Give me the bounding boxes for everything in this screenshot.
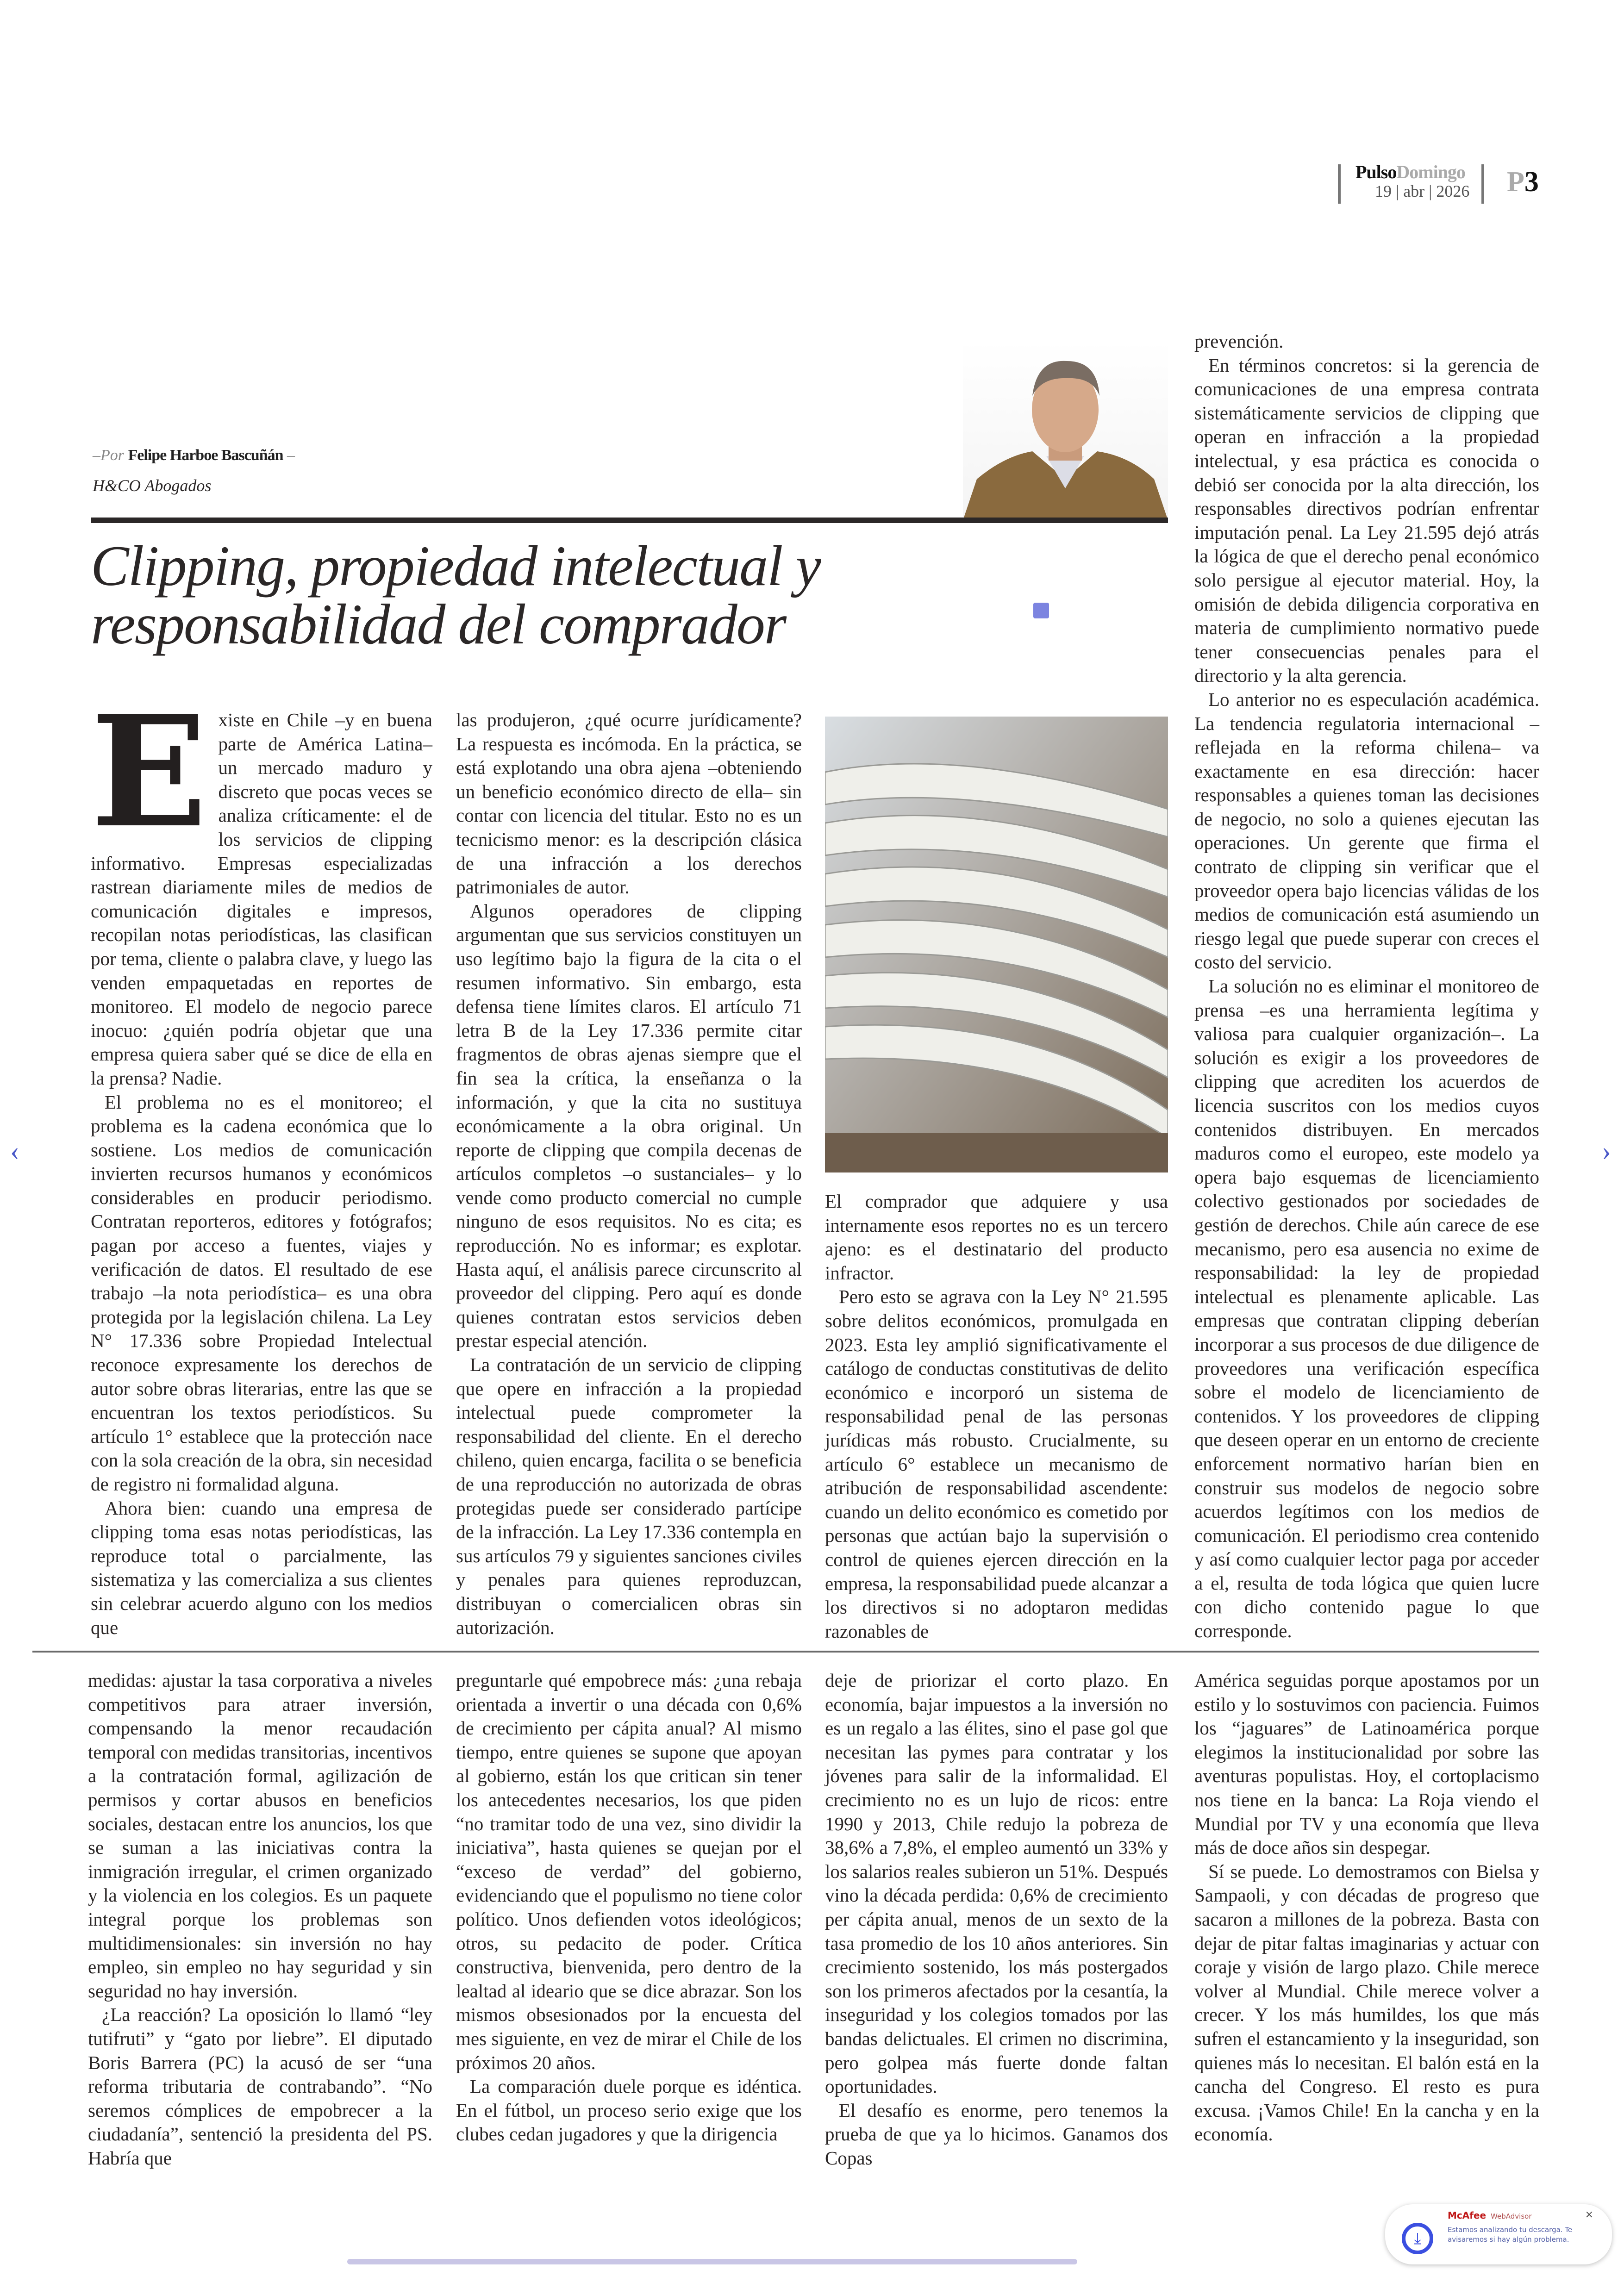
page-number bbox=[1507, 166, 1539, 199]
horizontal-scrollbar[interactable] bbox=[347, 2259, 1077, 2264]
paragraph: Lo anterior no es especulación académica. La tendencia regulatoria internacional –reflejada en la reforma chilena– va exactamente en esa dirección: hacer responsables a quienes toman las decisiones de negocio, no solo a quienes ejecutan las operaciones. Un gerente que firma el contrato de clipping sin verificar que el proveedor opera bajo licencias válidas de los medios de comunicación está asumiendo un riesgo legal que puede superar con creces el costo del servicio. bbox=[1194, 688, 1539, 973]
previous-page-button[interactable]: ‹ bbox=[10, 1135, 19, 1166]
author-name: Felipe Harboe Bascuñán bbox=[128, 447, 283, 464]
article-column-3 bbox=[825, 1190, 1168, 1643]
brand-pulso: Pulso bbox=[1355, 162, 1397, 182]
lower-column-1 bbox=[88, 1669, 432, 2170]
mcafee-notification bbox=[1385, 2204, 1612, 2264]
annotation-icon[interactable] bbox=[1033, 603, 1049, 618]
paragraph: ¿La reacción? La oposición lo llamó “ley tutifruti” y “gato por liebre”. El diputado Boris Barrera (PC) la acusó de ser “una reforma tributaria de contrabando”. “No seremos cómplices de empobrecer a la ciudadanía”, sentenció la presidenta del PS. Habría que bbox=[88, 2004, 432, 2169]
next-page-button[interactable]: › bbox=[1602, 1135, 1611, 1166]
newspapers-photo bbox=[825, 717, 1168, 1172]
paragraph: América seguidas porque apostamos por un estilo y lo sostuvimos con paciencia. Fuimos los “jaguares” de Latinoamérica porque elegimos la institucionalidad por sobre las aventuras populistas. Hoy, el cortoplacismo nos tiene en la banca: La Roja viendo el Mundial por TV y una economía que lleva más de doce años sin despegar. bbox=[1194, 1670, 1539, 1858]
mcafee-brand bbox=[1448, 2210, 1532, 2221]
article-column-4 bbox=[1194, 330, 1539, 1643]
paragraph: Sí se puede. Lo demostramos con Bielsa y Sampaoli, y con décadas de progreso que sacaron a millones de la pobreza. Basta con dejar de pitar faltas imaginarias y actuar con coraje y visión de largo plazo. Chile merece volver al Mundial. Chile merece volver a crecer. Y los más humildes, los que más sufren el estancamiento y la inseguridad, son quienes más lo necesitan. El balón está en la cancha del Congreso. El resto es pura excusa. ¡Vamos Chile! En la cancha y en la economía. bbox=[1194, 1860, 1539, 2145]
dropcap: E bbox=[91, 682, 207, 861]
paragraph: preguntarle qué empobrece más: ¿una rebaja orientada a invertir o una década con 0,6% de crecimiento per cápita anual? Al mismo tiempo, entre quienes se supone que apoyan al gobierno, están los que critican sin tener los antecedentes necesarios, los que piden “no tramitar todo de una vez, sino dividir la iniciativa”, hasta quienes se quejan por el “exceso de verdad” del gobierno, evidenciando que el populismo no tiene color político. Unos defienden votos ideológicos; otros, su pedacito de poder. Crítica constructiva, bienvenida, pero dentro de la lealtad al ideario que se dice abrazar. Son los mismos obsesionados por la encuesta del mes siguiente, en vez de mirar el Chile de los próximos 20 años. bbox=[456, 1670, 802, 2073]
paragraph-text: xiste en Chile –y en buena parte de América Latina– un mercado maduro y discreto que pocas veces se analiza críticamente: el de los servicios de clipping informativo. Empresas especializadas rastrean diariamente miles de medios de comunicación digitales e impresos, recopilan notas periodísticas, las clasifican por tema, cliente o palabra clave, y luego las venden empaquetadas en reportes de monitoreo. El modelo de negocio parece inocuo: ¿quién podría objetar que una empresa quiera saber qué se dice de ella en la prensa? Nadie. bbox=[91, 709, 432, 1089]
webadvisor-label: WebAdvisor bbox=[1491, 2212, 1532, 2220]
author-portrait bbox=[963, 340, 1168, 520]
lower-column-4 bbox=[1194, 1669, 1539, 2146]
paragraph: El problema no es el monitoreo; el problema es la cadena económica que lo sostiene. Los medios de comunicación invierten recursos humanos y económicos considerables en producir periodismo. Contratan reporteros, editores y fotógrafos; pagan por acceso a fuentes, viajes y verificación de datos. El resultado de ese trabajo –la nota periodística– es una obra protegida por la legislación chilena. La Ley N° 17.336 sobre Propiedad Intelectual reconoce expresamente los derechos de autor sobre obras literarias, entre las que se encuentran los textos periodísticos. Su artículo 1° establece que la protección nace con la sola creación de la obra, sin necesidad de registro ni formalidad alguna. bbox=[91, 1091, 432, 1495]
paragraph: La solución no es eliminar el monitoreo de prensa –es una herramienta legítima y valiosa para cualquier organización–. La solución es exigir a los proveedores de clipping que acrediten los acuerdos de licencia suscritos con los medios cuyos contenidos distribuyen. En mercados maduros como el europeo, este modelo ya opera bajo esquemas de licenciamiento colectivo gestionados por sociedades de gestión de derechos. Chile aún carece de ese mecanismo, pero esa ausencia no exime de responsabilidad: la ley de propiedad intelectual es plenamente aplicable. Las empresas que contratan clipping deberían incorporar a sus procesos de due diligence de proveedores una verificación específica sobre el modelo de licenciamiento de contenidos. Y los proveedores de clipping que deseen operar en un entorno de creciente enforcement normativo harían bien en construir sus modelos de negocio sobre acuerdos legítimos con los medios de comunicación. El periodismo crea contenido y así como cualquier lector paga por acceder a el, resulta de toda lógica que quien lucre con dicho contenido pague lo que corresponde. bbox=[1194, 975, 1539, 1642]
header-divider bbox=[1338, 164, 1341, 204]
mcafee-logo-text: McAfee bbox=[1448, 2210, 1487, 2221]
paragraph: Algunos operadores de clipping argumentan que sus servicios constituyen un uso legítimo bajo la figura de la cita o el resumen informativo. Sin embargo, esta defensa tiene límites claros. El artículo 71 letra B de la Ley 17.336 permite citar fragmentos de obras ajenas siempre que el fin sea la crítica, la enseñanza o la información, y que la cita no sustituya económicamente a la obra original. Un reporte de clipping que compila decenas de artículos completos –o sustanciales– y lo vende como producto comercial no cumple ninguno de esos requisitos. No es cita; es reproducción. No es informar; es explotar. Hasta aquí, el análisis parece circunscrito al proveedor del clipping. Pero aquí es donde quienes contratan estos servicios deben prestar especial atención. bbox=[456, 900, 802, 1352]
brand-domingo: Domingo bbox=[1396, 162, 1465, 182]
publication-brand bbox=[1355, 161, 1465, 183]
paragraph: las produjeron, ¿qué ocurre jurídicamente? La respuesta es incómoda. En la práctica, se está explotando una obra ajena –obteniendo un beneficio económico directo de ella– sin contar con licencia del titular. Esto no es un tecnicismo menor: es la descripción clásica de una infracción a los derechos patrimoniales de autor. bbox=[456, 709, 802, 898]
paragraph: En términos concretos: si la gerencia de comunicaciones de una empresa contrata sistemáticamente servicios de clipping que operan en infracción a la propiedad intelectual, y esa práctica es conocida o debió ser conocida por la alta dirección, los responsables directivos podrían enfrentar imputación penal. La Ley 21.595 dejó atrás la lógica de que el derecho penal económico solo persigue al ejecutor material. Hoy, la omisión de debida diligencia corporativa en materia de cumplimiento normativo puede tener consecuencias penales para el directorio y la alta gerencia. bbox=[1194, 354, 1539, 686]
article-column-1 bbox=[91, 682, 432, 1640]
paragraph: prevención. bbox=[1194, 331, 1284, 352]
paragraph: Ahora bien: cuando una empresa de clipping toma esas notas periodísticas, las reproduce total o parcialmente, las sistematiza y las comercializa a sus clientes sin celebrar acuerdo alguno con los medios que bbox=[91, 1497, 432, 1638]
lower-column-3 bbox=[825, 1669, 1168, 2170]
download-icon: ⤓ bbox=[1402, 2223, 1433, 2254]
byline bbox=[93, 447, 295, 464]
section-divider bbox=[32, 1651, 1539, 1653]
title-rule bbox=[91, 518, 1168, 523]
byline-suffix: – bbox=[287, 447, 295, 464]
page-prefix: P bbox=[1507, 166, 1524, 198]
close-icon[interactable]: × bbox=[1585, 2209, 1593, 2220]
issue-date: 19 | abr | 2026 bbox=[1375, 182, 1470, 200]
paragraph: El comprador que adquiere y usa internamente esos reportes no es un tercero ajeno: es el destinatario del producto infractor. bbox=[825, 1191, 1168, 1284]
paragraph: La contratación de un servicio de clipping que opere en infracción a la propiedad intelectual puede comprometer la responsabilidad del cliente. En el derecho chileno, quien encarga, facilita o se beneficia de una reproducción no autorizada de obras protegidas puede ser considerado partícipe de la infracción. La Ley 17.336 contempla en sus artículos 79 y siguientes sanciones civiles y penales para quienes reproduzcan, distribuyan o comercialicen obras sin autorización. bbox=[456, 1354, 802, 1638]
notification-message: Estamos analizando tu descarga. Te avisaremos si hay algún problema. bbox=[1448, 2226, 1573, 2244]
paragraph: La comparación duele porque es idéntica. En el fútbol, un proceso serio exige que los clubes cedan jugadores y que la dirigencia bbox=[456, 2076, 802, 2145]
author-firm: H&CO Abogados bbox=[93, 476, 212, 495]
page-digit: 3 bbox=[1524, 166, 1539, 198]
article-title: Clipping, propiedad intelectual y responsabilidad del comprador bbox=[91, 534, 820, 656]
paragraph: deje de priorizar el corto plazo. En economía, bajar impuestos a la inversión no es un regalo a las élites, sino el pase gol que necesitan las pymes para contratar y los jóvenes para salir de la informalidad. El crecimiento no es un lujo de ricos: entre 1990 y 2013, Chile redujo la pobreza de 38,6% a 7,8%, el empleo aumentó un 33% y los salarios reales subieron un 51%. Después vino la década perdida: 0,6% de crecimiento per cápita anual, menos de un sexto de la tasa promedio de los 10 años anteriores. Sin crecimiento sostenido, los más postergados son los primeros afectados por la cesantía, la inseguridad y los colegios tomados por las bandas delictuales. El crimen no discrimina, pero golpea más fuerte donde faltan oportunidades. bbox=[825, 1670, 1168, 2097]
paragraph bbox=[91, 682, 432, 1091]
paragraph: El desafío es enorme, pero tenemos la prueba de que ya lo hicimos. Ganamos dos Copas bbox=[825, 2099, 1168, 2169]
lower-column-2 bbox=[456, 1669, 802, 2146]
article-column-2 bbox=[456, 708, 802, 1640]
byline-prefix: –Por bbox=[93, 447, 124, 464]
header-divider bbox=[1481, 164, 1484, 204]
paragraph: medidas: ajustar la tasa corporativa a niveles competitivos para atraer inversión, compensando la menor recaudación temporal con medidas transitorias, incentivos a la contratación formal, agilización de permisos y cortar abusos en beneficios sociales, destacan entre los anuncios, los que se suman a las iniciativas contra la inmigración irregular, el crimen organizado y la violencia en los colegios. Es un paquete integral porque los problemas son multidimensionales: sin inversión no hay empleo, sin empleo no hay seguridad y sin seguridad no hay inversión. bbox=[88, 1670, 432, 2002]
paragraph: Pero esto se agrava con la Ley N° 21.595 sobre delitos económicos, promulgada en 2023. Esta ley amplió significativamente el catálogo de conductas constitutivas de delito económico e incorporó un sistema de responsabilidad penal de las personas jurídicas más robusto. Crucialmente, su artículo 6° establece un mecanismo de atribución de responsabilidad ascendente: cuando un delito económico es cometido por personas que actúan bajo la supervisión o control de quienes ejercen dirección en la empresa, la responsabilidad puede alcanzar a los directivos si no adoptaron medidas razonables de bbox=[825, 1286, 1168, 1642]
